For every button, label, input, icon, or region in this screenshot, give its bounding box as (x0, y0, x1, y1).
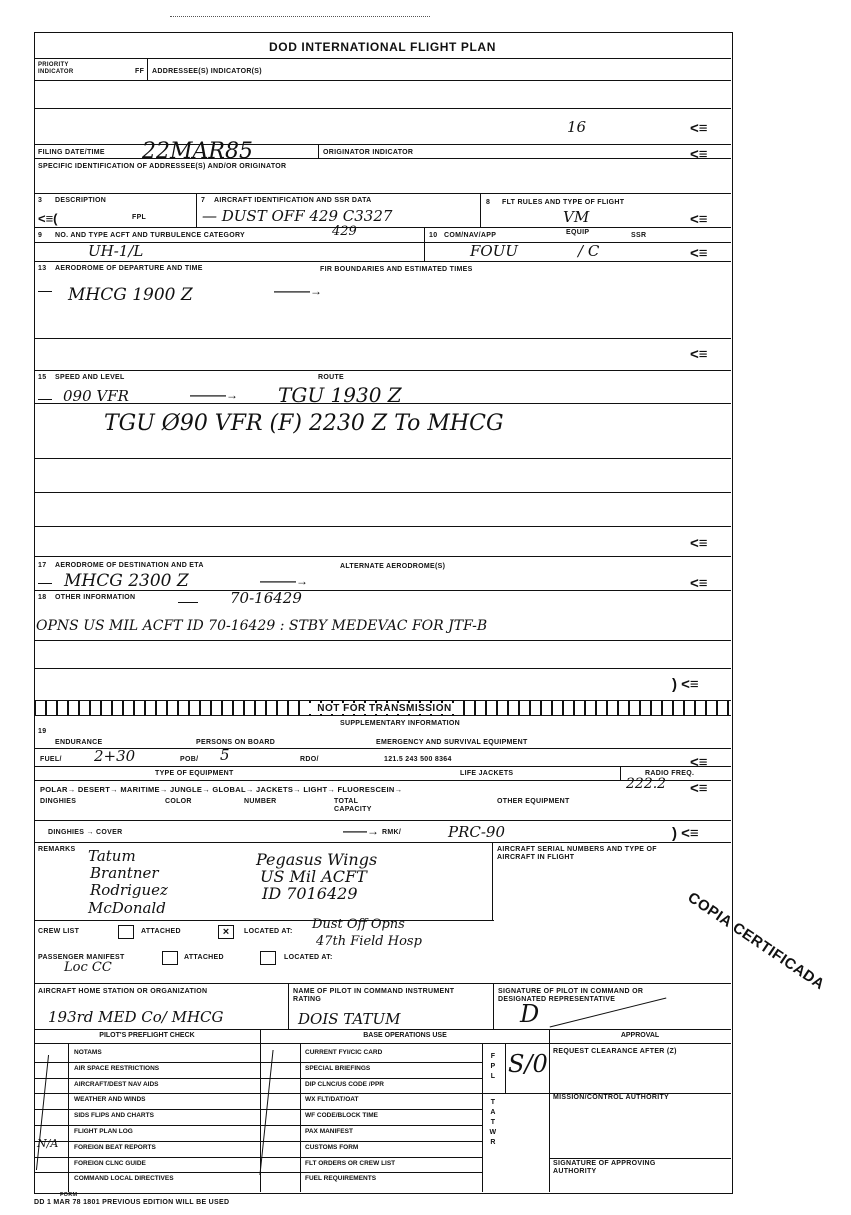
divider (34, 766, 731, 767)
filing-date-label: FILING DATE/TIME (38, 149, 105, 156)
item18-extra: 70-16429 (230, 589, 302, 607)
addressee-handwritten: 16 (567, 118, 587, 136)
ff-label: FF (135, 68, 145, 75)
preflight-item: WEATHER AND WINDS (74, 1096, 146, 1104)
type-equipment-label: TYPE OF EQUIPMENT (155, 770, 234, 777)
divider (34, 158, 731, 159)
item13-label: AERODROME OF DEPARTURE AND TIME (55, 265, 203, 272)
pax-manifest-label: PASSENGER MANIFEST (38, 954, 125, 961)
preflight-item: NOTAMS (74, 1049, 102, 1056)
preflight-item: AIR SPACE RESTRICTIONS (74, 1064, 160, 1072)
preflight-item: COMMAND LOCAL DIRECTIVES (74, 1175, 174, 1183)
item18-end-marker: ) <≡ (672, 676, 699, 693)
crew-attached-checkbox[interactable] (118, 925, 134, 939)
item3-number: 3 (38, 197, 43, 204)
rmk-value: PRC-90 (448, 823, 506, 841)
base-ops-item: CUSTOMS FORM (305, 1143, 359, 1151)
divider (34, 640, 731, 641)
radio-freq-label: RADIO FREQ. (645, 770, 695, 777)
footer-text: DD 1 MAR 78 1801 PREVIOUS EDITION WILL BE USED (34, 1199, 230, 1206)
item18-end-marker: ) <≡ (672, 825, 699, 842)
divider (34, 1062, 260, 1063)
divider (260, 1172, 482, 1173)
item9-extra: 429 (332, 224, 357, 239)
item3-value: FPL (132, 214, 147, 221)
arrow-mark: ——→ (343, 824, 379, 838)
item17-label: AERODROME OF DESTINATION AND ETA (55, 562, 204, 569)
divider (34, 58, 731, 59)
divider (34, 748, 731, 749)
divider (34, 1157, 260, 1158)
end-marker: <≡ (690, 120, 708, 137)
item18-number: 18 (38, 594, 47, 601)
divider (34, 590, 731, 591)
end-marker: <≡ (690, 211, 708, 228)
fuel-label: FUEL/ (40, 756, 62, 763)
item10-number: 10 (429, 232, 438, 239)
dash-mark (38, 291, 52, 292)
dash-mark (38, 583, 52, 584)
item18-value: OPNS US MIL ACFT ID 70-16429 : STBY MEDEVAC FOR JTF-B (36, 618, 488, 634)
preflight-item: SIDS FLIPS AND CHARTS (74, 1112, 154, 1120)
divider (480, 193, 481, 227)
located-value-2: 47th Field Hosp (316, 934, 422, 949)
arrow-mark: ———→ (274, 284, 322, 298)
item3-label: DESCRIPTION (55, 197, 107, 204)
item10-label: COM/NAV/APP (444, 232, 497, 239)
divider (34, 193, 731, 194)
crew-name-4: McDonald (88, 899, 166, 917)
item15-value: 090 VFR (63, 387, 129, 405)
total-capacity-label: TOTAL CAPACITY (334, 798, 372, 813)
specific-id-label: SPECIFIC IDENTIFICATION OF ADDRESSEE(S) AND/OR ORIGINATOR (38, 163, 287, 170)
form-title: DOD INTERNATIONAL FLIGHT PLAN (269, 40, 496, 54)
rmk-label: RMK/ (382, 829, 402, 836)
item10-value2: / C (578, 242, 600, 260)
item15-label: SPEED AND LEVEL (55, 374, 125, 381)
item8-number: 8 (486, 199, 491, 206)
fpl-letters: F P L (490, 1053, 496, 1080)
end-marker: <≡ (690, 245, 708, 262)
divider (34, 983, 731, 984)
item13-number: 13 (38, 265, 47, 272)
divider (34, 492, 731, 493)
divider (288, 983, 289, 1029)
equipment-chain: POLAR→ DESERT→ MARITIME→ JUNGLE→ GLOBAL→ JACKETS→ LIGHT→ FLUORESCEIN→ (40, 785, 403, 794)
divider (34, 668, 731, 669)
endurance-label: ENDURANCE (55, 739, 103, 746)
item19-number: 19 (38, 728, 47, 735)
divider (34, 1029, 731, 1030)
crew-list-label: CREW LIST (38, 928, 80, 935)
life-jackets-label: LIFE JACKETS (460, 770, 514, 777)
attached-label: ATTACHED (141, 928, 181, 935)
alternate-label: ALTERNATE AERODROME(S) (340, 563, 446, 570)
item10-ssr: SSR (631, 232, 647, 239)
item3-prefix: <≡( (38, 211, 58, 226)
request-clearance-label: REQUEST CLEARANCE AFTER (Z) (553, 1048, 677, 1055)
divider (34, 144, 731, 145)
taw-letters: T A T W R (489, 1099, 497, 1146)
divider (260, 1093, 482, 1094)
item17-number: 17 (38, 562, 47, 569)
divider (620, 766, 621, 780)
divider (505, 1043, 506, 1093)
item7-value: — DUST OFF 429 C3327 (202, 207, 393, 225)
base-ops-item: FUEL REQUIREMENTS (305, 1175, 377, 1183)
fir-label: FIR BOUNDARIES AND ESTIMATED TIMES (320, 266, 473, 273)
divider (34, 1109, 260, 1110)
divider (493, 983, 494, 1029)
base-ops-item: WF CODE/BLOCK TIME (305, 1112, 378, 1120)
divider (34, 403, 731, 404)
fuel-value: 2+30 (94, 747, 136, 765)
top-scan-artifact (170, 6, 430, 17)
divider (34, 1141, 260, 1142)
base-ops-title: BASE OPERATIONS USE (363, 1032, 447, 1039)
preflight-na-mark: N/A (37, 1137, 59, 1150)
route-value: TGU 1930 Z (278, 383, 402, 407)
rdo-label: RDO/ (300, 756, 319, 763)
divider (260, 1109, 482, 1110)
divider (34, 261, 731, 262)
pilot-name-value: DOIS TATUM (298, 1010, 401, 1028)
remarks-note-2: US Mil ACFT (260, 867, 367, 886)
route-line2: TGU Ø90 VFR (F) 2230 Z To MHCG (104, 411, 504, 436)
end-marker: <≡ (690, 146, 708, 163)
radio-freq-value: 222.2 (626, 776, 667, 792)
pob-value: 5 (220, 746, 230, 764)
end-marker: <≡ (690, 346, 708, 363)
base-ops-item: FLT ORDERS OR CREW LIST (305, 1159, 396, 1167)
item8-label: FLT RULES AND TYPE OF FLIGHT (502, 199, 625, 206)
item9-value: UH-1/L (88, 242, 144, 260)
home-station-label: AIRCRAFT HOME STATION OR ORGANIZATION (38, 988, 208, 995)
pax-attached-checkbox[interactable] (162, 951, 178, 965)
arrow-mark: ———→ (190, 388, 238, 402)
divider (34, 920, 494, 921)
end-marker: <≡ (690, 780, 708, 797)
base-ops-item: WX FLT/DAT/OAT (305, 1096, 359, 1104)
crew-name-2: Brantner (90, 864, 159, 882)
remarks-label: REMARKS (38, 846, 76, 853)
addressees-label: ADDRESSEE(S) INDICATOR(S) (152, 68, 262, 75)
item7-label: AIRCRAFT IDENTIFICATION AND SSR DATA (214, 197, 372, 204)
divider (260, 1125, 482, 1126)
item9-label: NO. AND TYPE ACFT AND TURBULENCE CATEGORY (55, 232, 246, 239)
located-at-label: LOCATED AT: (244, 928, 293, 935)
persons-label: PERSONS ON BOARD (196, 739, 276, 746)
divider (34, 80, 731, 81)
item9-number: 9 (38, 232, 43, 239)
mission-authority-label: MISSION/CONTROL AUTHORITY (553, 1094, 669, 1101)
end-marker: <≡ (690, 535, 708, 552)
divider (34, 370, 731, 371)
divider (318, 144, 319, 158)
preflight-item: FOREIGN BEAT REPORTS (74, 1143, 156, 1151)
divider (34, 1078, 260, 1079)
filing-date-value: 22MAR85 (142, 139, 253, 164)
divider (34, 526, 731, 527)
divider (34, 1043, 731, 1044)
item7-number: 7 (201, 197, 206, 204)
crew-located-checkbox[interactable]: × (218, 925, 234, 939)
home-station-value: 193rd MED Co/ MHCG (48, 1008, 224, 1026)
supplementary-info-label: SUPPLEMENTARY INFORMATION (340, 720, 461, 727)
pob-label: POB/ (180, 756, 199, 763)
pax-value: Loc CC (64, 960, 112, 975)
divider (549, 1158, 731, 1159)
divider (34, 108, 731, 109)
originator-label: ORIGINATOR INDICATOR (323, 149, 414, 156)
remarks-note-1: Pegasus Wings (256, 850, 378, 869)
other-equipment-label: OTHER EQUIPMENT (497, 798, 570, 805)
signature-label: SIGNATURE OF PILOT IN COMMAND OR DESIGNATED REPRESENTATIVE (498, 988, 644, 1003)
fpl-mark: S/0 (508, 1050, 548, 1078)
divider (34, 338, 731, 339)
item10-value: FOUU (470, 242, 518, 260)
divider (196, 193, 197, 227)
divider (300, 1043, 301, 1192)
item17-value: MHCG 2300 Z (64, 571, 189, 591)
serial-numbers-label: AIRCRAFT SERIAL NUMBERS AND TYPE OF AIRCRAFT IN FLIGHT (497, 846, 657, 861)
dinghies-line: DINGHIES → COVER (48, 829, 123, 836)
priority-indicator-label: PRIORITY INDICATOR (38, 62, 74, 75)
divider (424, 227, 425, 261)
dash-mark (178, 602, 198, 603)
divider (260, 1078, 482, 1079)
preflight-item: FOREIGN CLNC GUIDE (74, 1159, 146, 1167)
item8-value: VM (563, 208, 590, 226)
end-marker: <≡ (690, 754, 708, 771)
dinghies-label: DINGHIES (40, 798, 77, 805)
divider (34, 1093, 260, 1094)
base-ops-item: SPECIAL BRIEFINGS (305, 1064, 371, 1072)
divider (34, 1125, 260, 1126)
divider (260, 1141, 482, 1142)
divider (482, 1093, 549, 1094)
preflight-item: FLIGHT PLAN LOG (74, 1128, 133, 1135)
divider (34, 1172, 260, 1173)
dash-mark (38, 399, 52, 400)
approving-authority-label: SIGNATURE OF APPROVING AUTHORITY (553, 1160, 656, 1175)
remarks-note-3: ID 7016429 (262, 884, 358, 903)
attached-label: ATTACHED (184, 954, 224, 961)
pilot-name-label: NAME OF PILOT IN COMMAND INSTRUMENT RATING (293, 988, 455, 1003)
divider (147, 58, 148, 80)
crew-name-3: Rodriguez (90, 881, 168, 899)
base-ops-item: PAX MANIFEST (305, 1128, 353, 1135)
divider (34, 556, 731, 557)
color-label: COLOR (165, 798, 192, 805)
arrow-mark: ———→ (260, 574, 308, 588)
divider (34, 820, 731, 821)
divider (482, 1043, 483, 1192)
preflight-item: AIRCRAFT/DEST NAV AIDS (74, 1080, 159, 1088)
footer-form: FORM (60, 1192, 78, 1198)
located-at-label: LOCATED AT: (284, 954, 333, 961)
divider (260, 1157, 482, 1158)
divider (549, 1029, 550, 1192)
number-label: NUMBER (244, 798, 277, 805)
base-ops-item: CURRENT FYI/CIC CARD (305, 1049, 383, 1056)
divider (492, 842, 493, 920)
divider (34, 227, 731, 228)
item13-value: MHCG 1900 Z (68, 285, 193, 305)
certified-copy-stamp: COPIA CERTIFICADA (684, 889, 828, 994)
located-value-1: Dust Off Opns (312, 917, 405, 932)
item18-label: OTHER INFORMATION (55, 594, 136, 601)
emergency-label: EMERGENCY AND SURVIVAL EQUIPMENT (376, 739, 528, 746)
signature-value: D (520, 1000, 540, 1028)
pax-located-checkbox[interactable] (260, 951, 276, 965)
frequencies: 121.5 243 500 8364 (384, 756, 452, 763)
divider (34, 458, 731, 459)
item10-equip: EQUIP (566, 229, 590, 236)
approval-title: APPROVAL (620, 1032, 660, 1039)
base-ops-item: DIP CLNC/US CODE /PPR (305, 1080, 384, 1088)
divider (68, 1043, 69, 1192)
divider (34, 842, 731, 843)
not-for-transmission-label: NOT FOR TRANSMISSION (307, 703, 462, 714)
route-label: ROUTE (318, 374, 344, 381)
preflight-title: PILOT'S PREFLIGHT CHECK (99, 1032, 195, 1039)
crew-name-1: Tatum (88, 847, 136, 865)
item15-number: 15 (38, 374, 47, 381)
end-marker: <≡ (690, 575, 708, 592)
